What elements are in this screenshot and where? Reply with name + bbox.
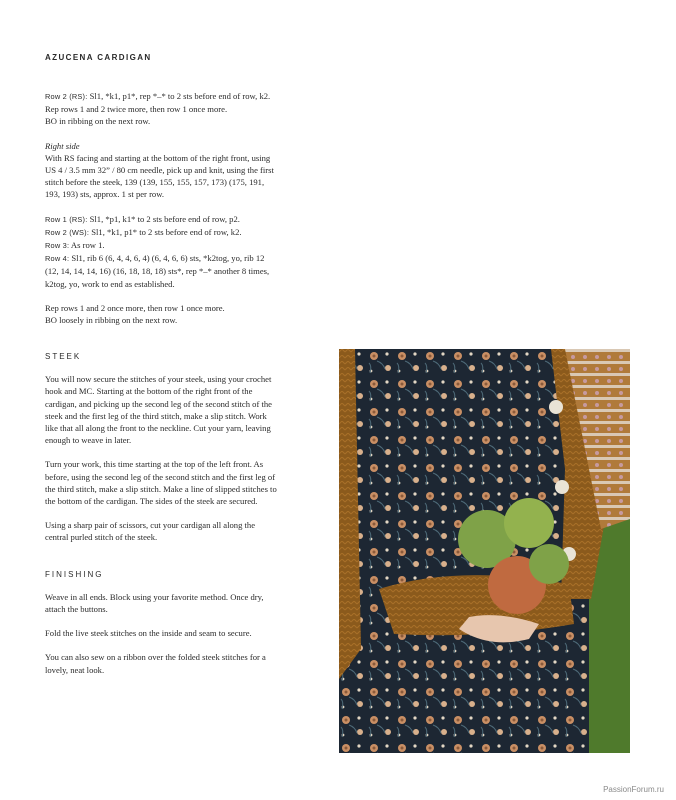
steek-heading: STEEK: [45, 352, 82, 362]
rep-text: Rep rows 1 and 2 twice more, then row 1 once more.: [45, 104, 228, 115]
row4-text: Sl1, rib 6 (6, 4, 4, 6, 4) (6, 4, 6, 6) sts, *k2tog, yo, rib 12 (12, 14, 14, 14, 16) (16, 18, 18, 18) sts*, rep *–* another 8 times, k2tog, yo, work to end as established.: [45, 253, 270, 289]
watermark: PassionForum.ru: [603, 785, 664, 794]
steek-p1: You will now secure the stitches of your steek, using your crochet hook and MC. Starting at the bottom of the right front of the cardigan, and picking up the second leg of the second stitch of the steek and the first leg of the third stitch, make a slip stitch. Work like that all along the front to the neckline. Cut your yarn, leaving enough to weave in later.: [45, 374, 272, 446]
row3-label: Row 3:: [45, 241, 70, 251]
rep-line2: BO loosely in ribbing on the next row.: [45, 315, 178, 326]
row2-ws-label: Row 2 (WS):: [45, 227, 90, 237]
finishing-p2: Fold the live steek stitches on the inside and seam to secure.: [45, 628, 252, 639]
steek-p3: Using a sharp pair of scissors, cut your cardigan all along the central purled stitch of the steek.: [45, 520, 256, 543]
rows-paragraph: [45, 213, 280, 290]
finishing-p3: You can also sew on a ribbon over the folded steek stitches for a lovely, neat look.: [45, 652, 266, 675]
row2-label: Row 2 (RS):: [45, 92, 88, 101]
steek-p2: Turn your work, this time starting at the top of the left front. As before, using the second leg of the second stitch and the first leg of the third stitch, make a slip stitch. Make a line of slipped stitches to the bottom of the cardigan. The sides of the steek are secured.: [45, 459, 277, 507]
row2-paragraph: [45, 90, 280, 128]
right-side-heading: Right side: [45, 140, 80, 151]
text-column: [45, 90, 280, 688]
bo-text: BO in ribbing on the next row.: [45, 116, 151, 127]
rep-line1: Rep rows 1 and 2 once more, then row 1 once more.: [45, 302, 225, 313]
row4-label: Row 4:: [45, 254, 70, 264]
rep-paragraph: [45, 302, 280, 326]
finishing-heading: FINISHING: [45, 569, 104, 579]
row2-ws-text: Sl1, *k1, p1* to 2 sts before end of row, k2.: [89, 226, 242, 237]
right-side-paragraph: [45, 140, 280, 201]
photo-illustration: [339, 349, 630, 753]
row2-text: Sl1, *k1, p1*, rep *–* to 2 sts before end of row, k2.: [87, 91, 271, 101]
row3-text: As row 1.: [69, 240, 105, 251]
row1-label: Row 1 (RS):: [45, 214, 88, 224]
right-side-text: With RS facing and starting at the bottom of the right front, using US 4 / 3.5 mm 32” / 80 cm needle, pick up and knit, using the first stitch before the steek, 139 (139, 155, 155, 157, 173) (175, 191, 193, 193) sts, approx. 1 st per row.: [45, 152, 274, 200]
cardigan-photo: [339, 349, 630, 753]
row1-text: Sl1, *p1, k1* to 2 sts before end of row, p2.: [87, 213, 240, 224]
finishing-p1: Weave in all ends. Block using your favorite method. Once dry, attach the buttons.: [45, 591, 264, 614]
pattern-title: AZUCENA CARDIGAN: [45, 53, 152, 62]
